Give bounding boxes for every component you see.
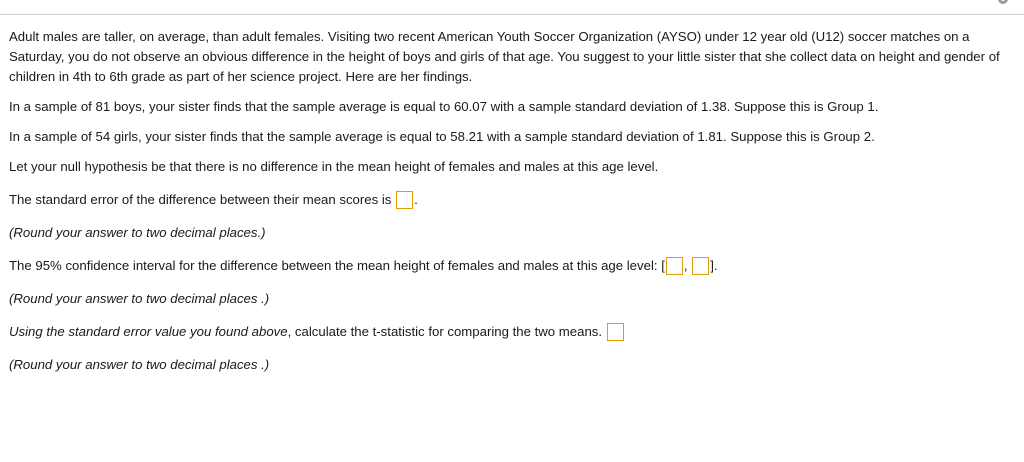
top-divider [0, 14, 1024, 15]
t-statistic-input[interactable] [607, 323, 624, 341]
ci-separator: , [683, 258, 688, 273]
intro-paragraph: Adult males are taller, on average, than adult females. Visiting two recent American Youth Soccer Organization (AYSO) under 12 year old (U12) soccer matches on a Saturday, you do not observe an obvious difference in the height of boys and girls of that age. You suggest to your little sister that she collect data on height and gender of children in 4th to 6th grade as part of her science project. Here are her findings. [9, 29, 1000, 84]
ci-lower-input[interactable] [666, 257, 683, 275]
rounding-note-2: (Round your answer to two decimal places .) [9, 291, 270, 306]
group1-text: In a sample of 81 boys, your sister finds that the sample average is equal to 60.07 with a sample standard deviation of 1.38. Suppose this is Group 1. [9, 99, 879, 114]
standard-error-question [9, 190, 1015, 210]
standard-error-label: The standard error of the difference between their mean scores is [9, 192, 392, 207]
group2-text: In a sample of 54 girls, your sister finds that the sample average is equal to 58.21 with a sample standard deviation of 1.81. Suppose this is Group 2. [9, 129, 875, 144]
t-statistic-question [9, 322, 1015, 342]
ci-upper-input[interactable] [692, 257, 709, 275]
null-hypothesis-text: Let your null hypothesis be that there is no difference in the mean height of females and males at this age level. [9, 159, 659, 174]
question-content [9, 27, 1015, 375]
confidence-interval-question [9, 256, 1015, 276]
confidence-interval-label: The 95% confidence interval for the difference between the mean height of females and males at this age level: [ [9, 258, 665, 273]
rounding-note-1: (Round your answer to two decimal places.) [9, 225, 266, 240]
standard-error-suffix: . [414, 192, 418, 207]
rounding-note-3: (Round your answer to two decimal places .) [9, 357, 270, 372]
t-statistic-italic-label: Using the standard error value you found above [9, 324, 288, 339]
gear-icon[interactable] [992, 0, 1014, 8]
standard-error-input[interactable] [396, 191, 413, 209]
ci-suffix: ]. [710, 258, 718, 273]
t-statistic-label: , calculate the t-statistic for comparing the two means. [287, 324, 603, 339]
